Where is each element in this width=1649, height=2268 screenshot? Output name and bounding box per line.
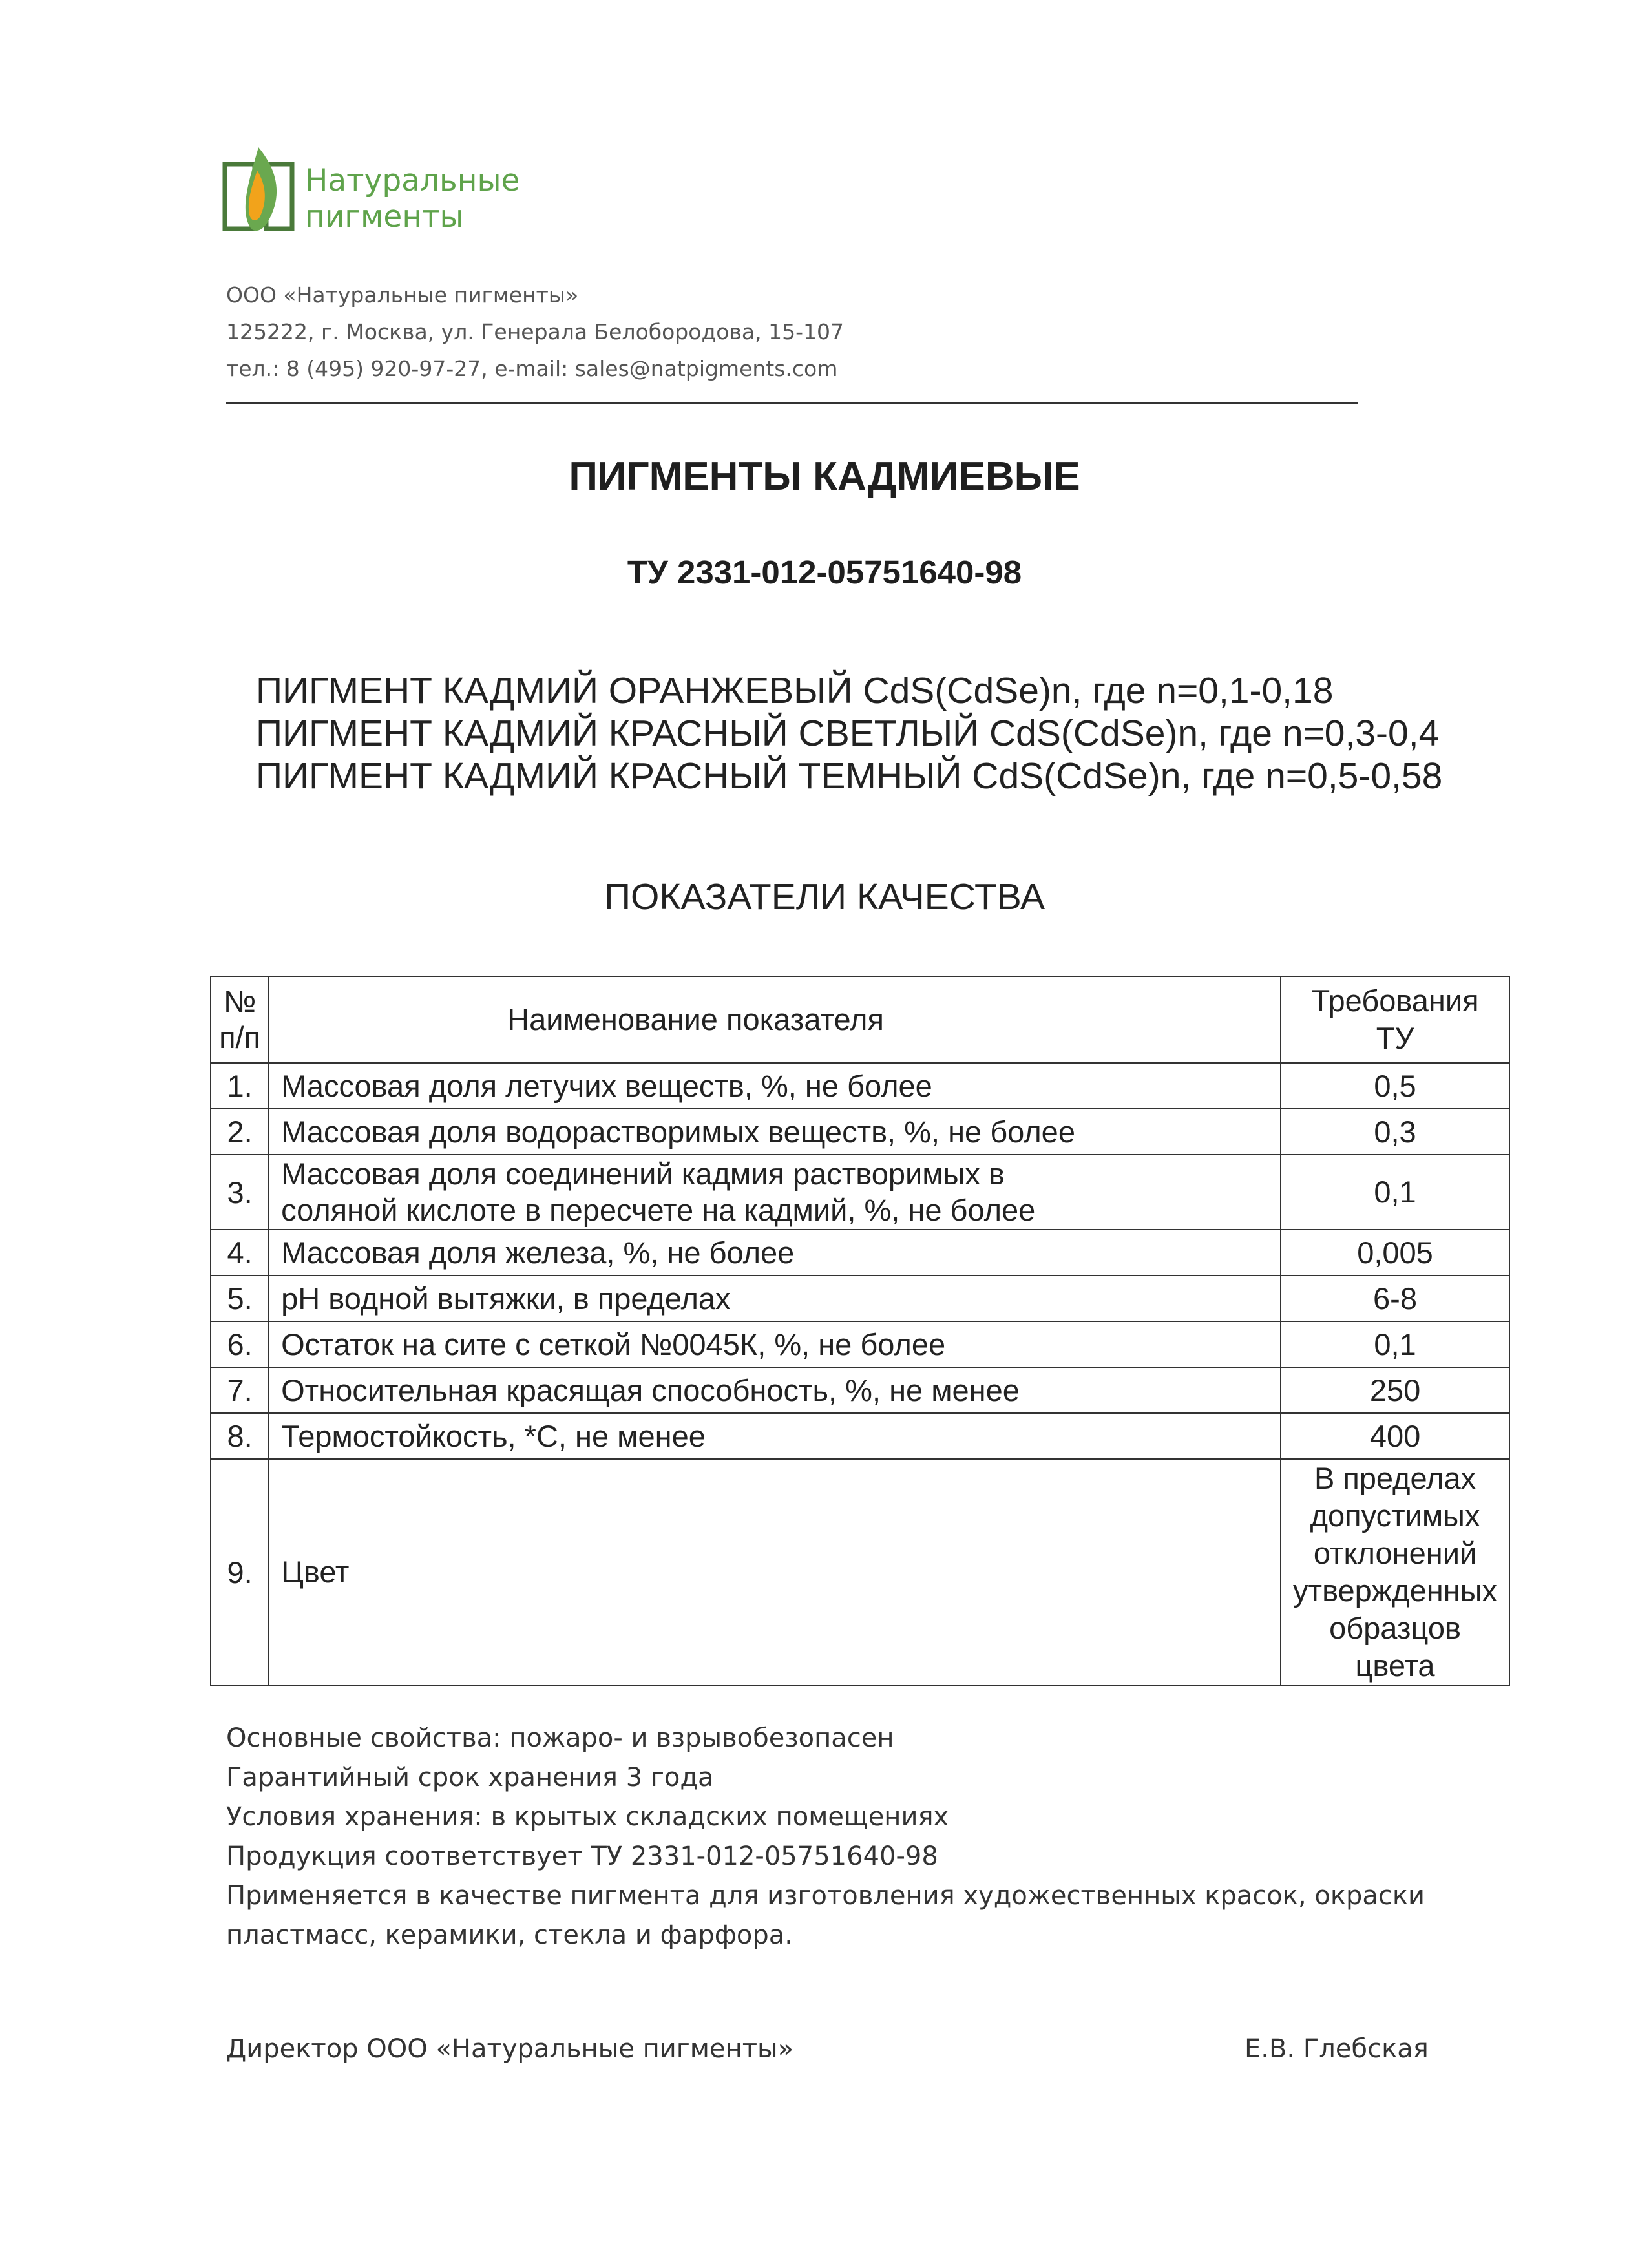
row-name: Остаток на сите с сеткой №0045К, %, не более bbox=[269, 1321, 1281, 1367]
row-req: 0,005 bbox=[1281, 1230, 1509, 1276]
table-row bbox=[211, 1230, 1509, 1276]
row-req: 250 bbox=[1281, 1367, 1509, 1413]
header-req: Требования ТУ bbox=[1281, 976, 1509, 1063]
row-req bbox=[1281, 1459, 1509, 1685]
row-num: 6. bbox=[211, 1321, 269, 1367]
row-num: 3. bbox=[211, 1155, 269, 1230]
note-line: Основные свойства: пожаро- и взрывобезопасен bbox=[226, 1723, 894, 1753]
table-row bbox=[211, 1109, 1509, 1155]
company-logo-text bbox=[305, 163, 520, 235]
signatory-position: Директор ООО «Натуральные пигменты» bbox=[226, 2034, 794, 2064]
row-num: 1. bbox=[211, 1063, 269, 1109]
row-req-line: утвержденных bbox=[1293, 1573, 1497, 1608]
pigment-line: ПИГМЕНТ КАДМИЙ КРАСНЫЙ ТЕМНЫЙ CdS(CdSe)n, где n=0,5-0,58 bbox=[256, 755, 1443, 797]
logo-line-2: пигменты bbox=[305, 199, 464, 235]
spec-number: ТУ 2331-012-05751640-98 bbox=[627, 554, 1022, 591]
row-name: Массовая доля летучих веществ, %, не более bbox=[269, 1063, 1281, 1109]
row-req-line: допустимых bbox=[1310, 1498, 1480, 1533]
company-contacts: тел.: 8 (495) 920-97-27, e-mail: sales@natpigments.com bbox=[226, 356, 838, 381]
row-req-line: образцов цвета bbox=[1329, 1611, 1461, 1683]
header-num-line-1: № bbox=[223, 984, 257, 1018]
row-req-line: отклонений bbox=[1313, 1536, 1477, 1570]
header-num-line-2: п/п bbox=[219, 1020, 261, 1055]
table-row bbox=[211, 1459, 1509, 1685]
company-info bbox=[226, 277, 844, 387]
table-header-row bbox=[211, 976, 1509, 1063]
row-name bbox=[269, 1155, 1281, 1230]
pigment-line: ПИГМЕНТ КАДМИЙ ОРАНЖЕВЫЙ CdS(CdSe)n, где n=0,1-0,18 bbox=[256, 670, 1334, 711]
row-num: 8. bbox=[211, 1413, 269, 1459]
row-num: 4. bbox=[211, 1230, 269, 1276]
row-req: 0,3 bbox=[1281, 1109, 1509, 1155]
product-notes bbox=[226, 1719, 1425, 1955]
row-name: pH водной вытяжки, в пределах bbox=[269, 1276, 1281, 1321]
row-num: 9. bbox=[211, 1459, 269, 1685]
company-address: 125222, г. Москва, ул. Генерала Белобородова, 15-107 bbox=[226, 319, 844, 344]
row-req: 6-8 bbox=[1281, 1276, 1509, 1321]
row-num: 7. bbox=[211, 1367, 269, 1413]
note-line: Применяется в качестве пигмента для изготовления художественных красок, окраски bbox=[226, 1881, 1425, 1911]
row-req: 0,5 bbox=[1281, 1063, 1509, 1109]
row-num: 2. bbox=[211, 1109, 269, 1155]
pigment-line: ПИГМЕНТ КАДМИЙ КРАСНЫЙ СВЕТЛЫЙ CdS(CdSe)n, где n=0,3-0,4 bbox=[256, 713, 1440, 754]
table-row bbox=[211, 1155, 1509, 1230]
pigment-list bbox=[256, 669, 1442, 797]
logo-line-1: Натуральные bbox=[305, 163, 520, 198]
row-name-line-2: соляной кислоте в пересчете на кадмий, %, не более bbox=[281, 1193, 1036, 1227]
table-row bbox=[211, 1063, 1509, 1109]
row-name: Термостойкость, *С, не менее bbox=[269, 1413, 1281, 1459]
note-line: Гарантийный срок хранения 3 года bbox=[226, 1763, 714, 1792]
company-logo-icon bbox=[221, 145, 296, 242]
row-num: 5. bbox=[211, 1276, 269, 1321]
company-name: ООО «Натуральные пигменты» bbox=[226, 282, 579, 308]
row-name: Цвет bbox=[269, 1459, 1281, 1685]
table-row bbox=[211, 1276, 1509, 1321]
header-num bbox=[211, 976, 269, 1063]
row-req: 400 bbox=[1281, 1413, 1509, 1459]
header-name: Наименование показателя bbox=[269, 976, 1281, 1063]
row-req: 0,1 bbox=[1281, 1321, 1509, 1367]
table-row bbox=[211, 1367, 1509, 1413]
row-name: Массовая доля железа, %, не более bbox=[269, 1230, 1281, 1276]
table-row bbox=[211, 1321, 1509, 1367]
note-line: Условия хранения: в крытых складских помещениях bbox=[226, 1802, 949, 1832]
document-title: ПИГМЕНТЫ КАДМИЕВЫЕ bbox=[569, 454, 1080, 499]
note-line: Продукция соответствует ТУ 2331-012-05751640-98 bbox=[226, 1842, 938, 1871]
quality-table bbox=[210, 976, 1510, 1686]
note-line: пластмасс, керамики, стекла и фарфора. bbox=[226, 1920, 793, 1950]
section-title: ПОКАЗАТЕЛИ КАЧЕСТВА bbox=[604, 876, 1045, 918]
row-name: Массовая доля водорастворимых веществ, %, не более bbox=[269, 1109, 1281, 1155]
signatory-name: Е.В. Глебская bbox=[1245, 2034, 1429, 2064]
table-row bbox=[211, 1413, 1509, 1459]
row-req: 0,1 bbox=[1281, 1155, 1509, 1230]
header-divider bbox=[226, 402, 1358, 404]
row-req-line: В пределах bbox=[1314, 1461, 1476, 1495]
row-name: Относительная красящая способность, %, не менее bbox=[269, 1367, 1281, 1413]
row-name-line-1: Массовая доля соединений кадмия растворимых в bbox=[281, 1157, 1005, 1191]
